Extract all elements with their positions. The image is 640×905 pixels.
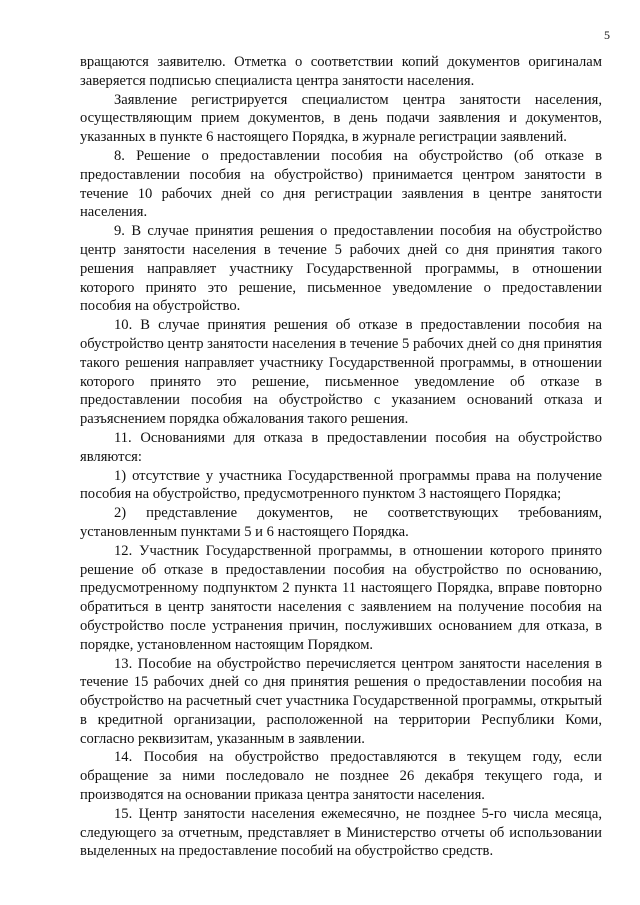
paragraph-14: 14. Пособия на обустройство предоставляются в текущем году, если обращение за ними последовало не позднее 26 декабря текущего года, и производятся на основании приказа центра занятости населения.	[80, 749, 602, 804]
document-body	[80, 53, 602, 861]
paragraph-13: 13. Пособие на обустройство перечисляется центром занятости населения в течение 15 рабочих дней со дня принятия решения о предоставлении пособия на обустройство на расчетный счет участника Государственной программы, открытый в кредитной организации, расположенной на территории Республики Коми, согласно реквизитам, указанным в заявлении.	[80, 655, 602, 747]
paragraph-8: 8. Решение о предоставлении пособия на обустройство (об отказе в предоставлении пособия на обустройство) принимается центром занятости в течение 10 рабочих дней со дня регистрации заявления в центре занятости населения.	[80, 147, 602, 221]
paragraph-12: 12. Участник Государственной программы, в отношении которого принято решение об отказе в предоставлении пособия на обустройство по основанию, предусмотренному подпунктом 2 пункта 11 настоящего Порядка, вправе повторно обратиться в центр занятости населения с заявлением на получение пособия на обустройство после устранения причин, послуживших основанием для отказа, в порядке, установленном настоящим Порядком.	[80, 542, 602, 653]
paragraph-11: 11. Основаниями для отказа в предоставлении пособия на обустройство являются:	[80, 429, 602, 465]
paragraph-9: 9. В случае принятия решения о предоставлении пособия на обустройство центр занятости населения в течение 5 рабочих дней со дня принятия такого решения направляет участнику Государственной программы, в отношении которого принято это решение, письменное уведомление о предоставлении пособия на обустройство.	[80, 223, 602, 315]
paragraph-11-item-1: 1) отсутствие у участника Государственной программы права на получение пособия на обустройство, предусмотренного пунктом 3 настоящего Порядка;	[80, 467, 602, 503]
paragraph-15: 15. Центр занятости населения ежемесячно, не позднее 5-го числа месяца, следующего за отчетным, представляет в Министерство отчеты об использовании выделенных на предоставление пособий на обустройство средств.	[80, 805, 602, 860]
paragraph-registration: Заявление регистрируется специалистом центра занятости населения, осуществляющим прием документов, в день подачи заявления и документов, указанных в пункте 6 настоящего Порядка, в журнале регистрации заявлений.	[80, 91, 602, 146]
paragraph-10: 10. В случае принятия решения об отказе в предоставлении пособия на обустройство центр занятости населения в течение 5 рабочих дней со дня принятия такого решения направляет участнику Государственной программы, в отношении которого принято это решение, письменное уведомление об отказе в предоставлении пособия на обустройство с указанием оснований отказа и разъяснением порядка обжалования такого решения.	[80, 317, 602, 428]
page-number: 5	[604, 28, 610, 42]
paragraph-11-item-2: 2) представление документов, не соответствующих требованиям, установленным пунктами 5 и 6 настоящего Порядка.	[80, 505, 602, 540]
paragraph-continuation: вращаются заявителю. Отметка о соответствии копий документов оригиналам заверяется подписью специалиста центра занятости населения.	[80, 54, 602, 89]
